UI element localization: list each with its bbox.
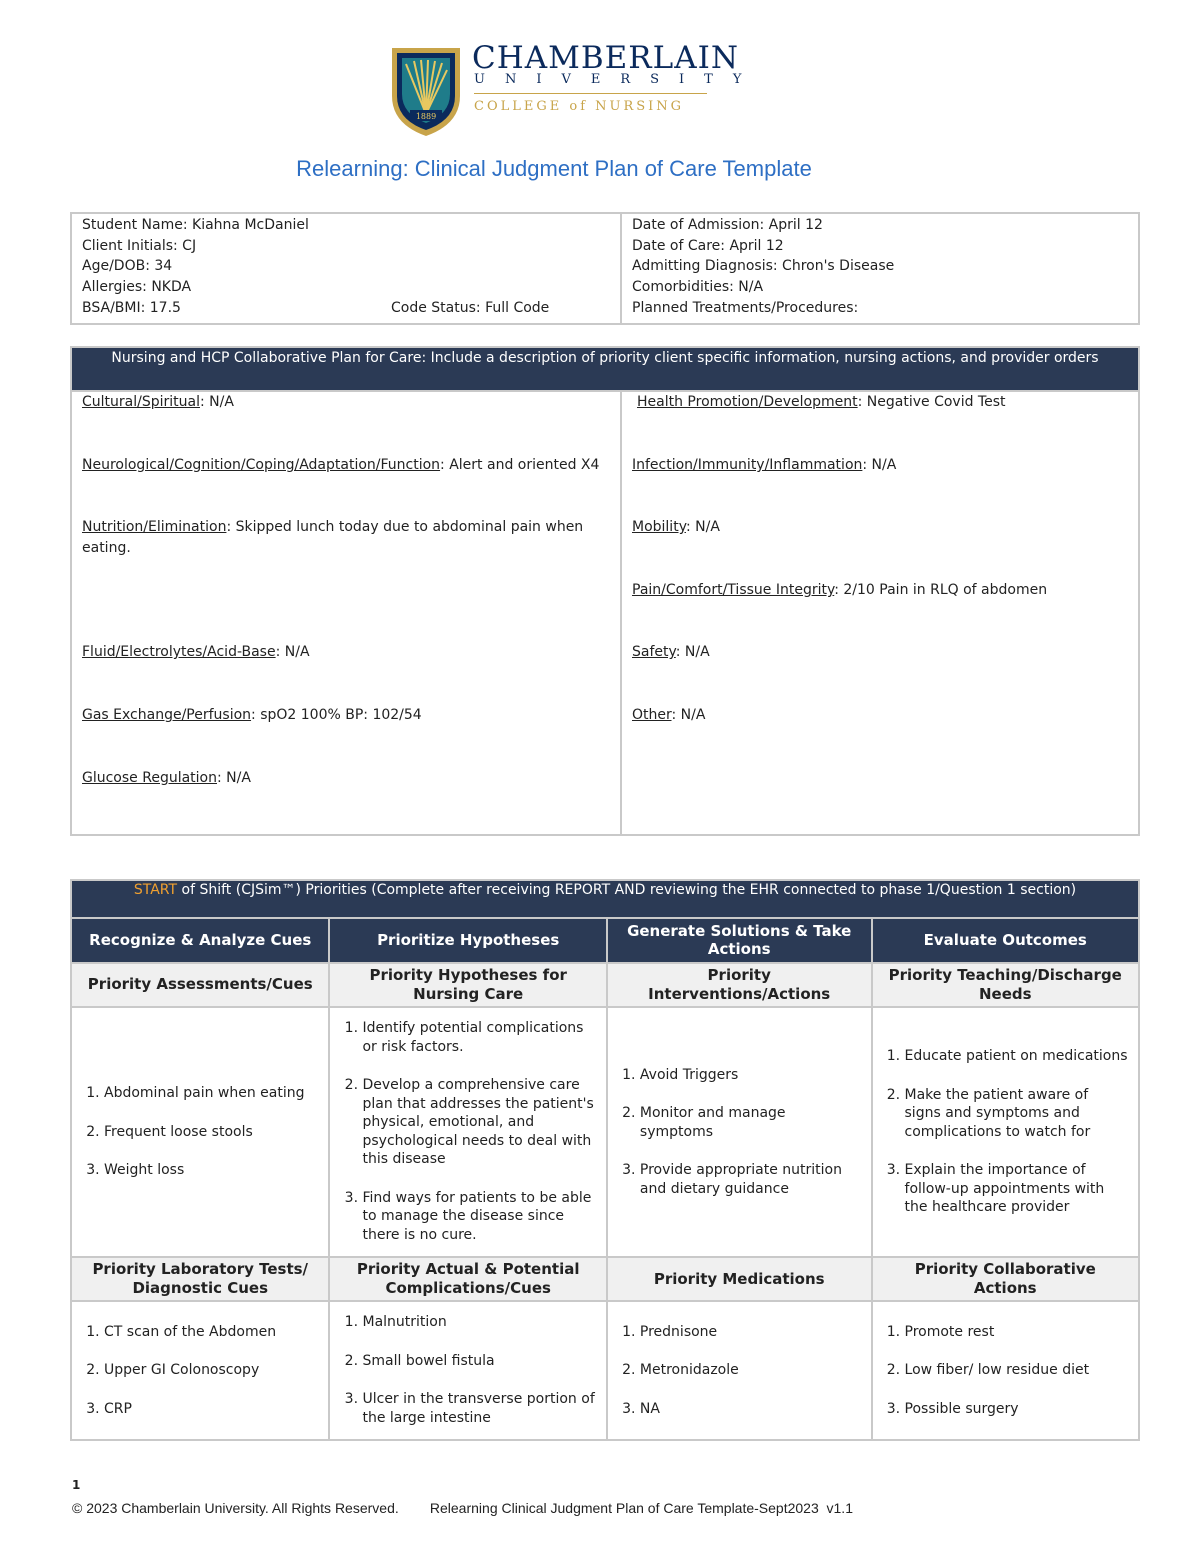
date-of-care: Date of Care: April 12 <box>632 237 784 254</box>
sub-header: Priority Collaborative Actions <box>872 1257 1139 1301</box>
complications-cell <box>329 1301 606 1440</box>
list-item: 2. Metronidazole <box>640 1361 861 1380</box>
list-item: 3. Possible surgery <box>905 1400 1128 1419</box>
collaborative-plan-table <box>70 346 1140 836</box>
list-item: 2. Upper GI Colonoscopy <box>104 1361 318 1380</box>
list-item: 3. Provide appropriate nutrition and dietary guidance <box>640 1161 861 1198</box>
logo-university: UNIVERSITY <box>474 72 762 87</box>
sub-header: Priority Assessments/Cues <box>71 963 329 1007</box>
collab-item: Fluid/Electrolytes/Acid-Base: N/A <box>82 644 310 660</box>
age-dob: Age/DOB: 34 <box>82 258 173 275</box>
list-item: 1. Educate patient on medications <box>905 1047 1128 1066</box>
hypotheses-cell <box>329 1007 606 1257</box>
collab-item: Other: N/A <box>632 707 706 723</box>
client-info-right <box>621 213 1139 324</box>
list-item: 1. Identify potential complications or risk factors. <box>362 1019 595 1056</box>
sub-header: Priority Interventions/Actions <box>607 963 872 1007</box>
sub-header: Priority Actual & Potential Complications/Cues <box>329 1257 606 1301</box>
collaborative-plan-header: Nursing and HCP Collaborative Plan for Care: Include a description of priority client specific information, nursing actions, and provider orders <box>71 347 1139 391</box>
collab-item: Health Promotion/Development: Negative Covid Test <box>637 394 1006 410</box>
comorbidities: Comorbidities: N/A <box>632 279 764 296</box>
sub-header: Priority Teaching/Discharge Needs <box>872 963 1139 1007</box>
sub-header: Priority Hypotheses for Nursing Care <box>329 963 606 1007</box>
planned-treatments: Planned Treatments/Procedures: <box>632 299 859 316</box>
phase-header: Prioritize Hypotheses <box>329 918 606 962</box>
footer-copyright: © 2023 Chamberlain University. All Rights Reserved. <box>72 1500 399 1516</box>
collab-item: Pain/Comfort/Tissue Integrity: 2/10 Pain in RLQ of abdomen <box>632 582 1048 598</box>
list-item: 3. Explain the importance of follow-up appointments with the healthcare provider <box>905 1161 1128 1217</box>
collab-item: Cultural/Spiritual: N/A <box>82 394 234 410</box>
sub-header: Priority Medications <box>607 1257 872 1301</box>
code-status: Code Status: Full Code <box>391 299 550 316</box>
collab-item: Mobility: N/A <box>632 519 720 535</box>
page-number: 1 <box>72 1478 81 1492</box>
shift-priorities-header: START of Shift (CJSim™) Priorities (Complete after receiving REPORT AND reviewing the EHR connected to phase 1/Question 1 section) <box>71 880 1139 918</box>
collab-item: Infection/Immunity/Inflammation: N/A <box>632 457 897 473</box>
admitting-diagnosis: Admitting Diagnosis: Chron's Disease <box>632 258 895 275</box>
list-item: 1. CT scan of the Abdomen <box>104 1323 318 1342</box>
list-item: 2. Small bowel fistula <box>362 1352 595 1371</box>
logo-seal-year: 1889 <box>415 112 437 121</box>
collab-item: Safety: N/A <box>632 644 710 660</box>
logo-college: COLLEGE of NURSING <box>474 99 685 114</box>
date-of-admission: Date of Admission: April 12 <box>632 217 823 233</box>
collab-item: Nutrition/Elimination: Skipped lunch today due to abdominal pain when eating. <box>82 519 584 556</box>
interventions-cell <box>607 1007 872 1257</box>
collaborative-actions-cell <box>872 1301 1139 1440</box>
list-item: 2. Frequent loose stools <box>104 1123 318 1142</box>
phase-header: Generate Solutions & Take Actions <box>607 918 872 962</box>
page-title: Relearning: Clinical Judgment Plan of Care Template <box>296 156 812 181</box>
list-item: 2. Make the patient aware of signs and symptoms and complications to watch for <box>905 1086 1128 1142</box>
teaching-cell <box>872 1007 1139 1257</box>
logo-name: CHAMBERLAIN <box>472 40 739 76</box>
client-info-left <box>71 213 621 324</box>
assessment-cues-cell <box>71 1007 329 1257</box>
student-name: Student Name: Kiahna McDaniel <box>82 217 309 233</box>
footer-doc-title: Relearning Clinical Judgment Plan of Care Template-Sept2023 v1.1 <box>429 1500 853 1516</box>
collab-right-column <box>621 391 1139 835</box>
footer <box>72 1500 853 1516</box>
list-item: 3. Ulcer in the transverse portion of the large intestine <box>362 1390 595 1427</box>
list-item: 2. Low fiber/ low residue diet <box>905 1361 1128 1380</box>
list-item: 1. Promote rest <box>905 1323 1128 1342</box>
list-item: 3. Weight loss <box>104 1161 318 1180</box>
list-item: 1. Prednisone <box>640 1323 861 1342</box>
list-item: 3. CRP <box>104 1400 318 1419</box>
lab-tests-cell <box>71 1301 329 1440</box>
list-item: 1. Avoid Triggers <box>640 1066 861 1085</box>
allergies: Allergies: NKDA <box>82 279 192 296</box>
phase-header: Recognize & Analyze Cues <box>71 918 329 962</box>
bsa-bmi: BSA/BMI: 17.5 <box>82 299 181 316</box>
list-item: 3. NA <box>640 1400 861 1419</box>
list-item: 1. Abdominal pain when eating <box>104 1084 318 1103</box>
collab-left-column <box>71 391 621 835</box>
medications-cell <box>607 1301 872 1440</box>
client-info-table <box>70 212 1140 325</box>
list-item: 1. Malnutrition <box>362 1313 595 1332</box>
shift-priorities-table <box>70 879 1140 1441</box>
list-item: 3. Find ways for patients to be able to manage the disease since there is no cure. <box>362 1189 595 1245</box>
client-initials: Client Initials: CJ <box>82 237 197 254</box>
logo-divider <box>474 93 707 94</box>
list-item: 2. Monitor and manage symptoms <box>640 1104 861 1141</box>
sub-header: Priority Laboratory Tests/ Diagnostic Cues <box>71 1257 329 1301</box>
collab-item: Gas Exchange/Perfusion: spO2 100% BP: 102/54 <box>82 707 422 723</box>
phase-header: Evaluate Outcomes <box>872 918 1139 962</box>
list-item: 2. Develop a comprehensive care plan that addresses the patient's physical, emotional, and psychological needs to deal with this disease <box>362 1076 595 1169</box>
collab-item: Glucose Regulation: N/A <box>82 770 251 786</box>
collab-item: Neurological/Cognition/Coping/Adaptation/Function: Alert and oriented X4 <box>82 457 600 473</box>
